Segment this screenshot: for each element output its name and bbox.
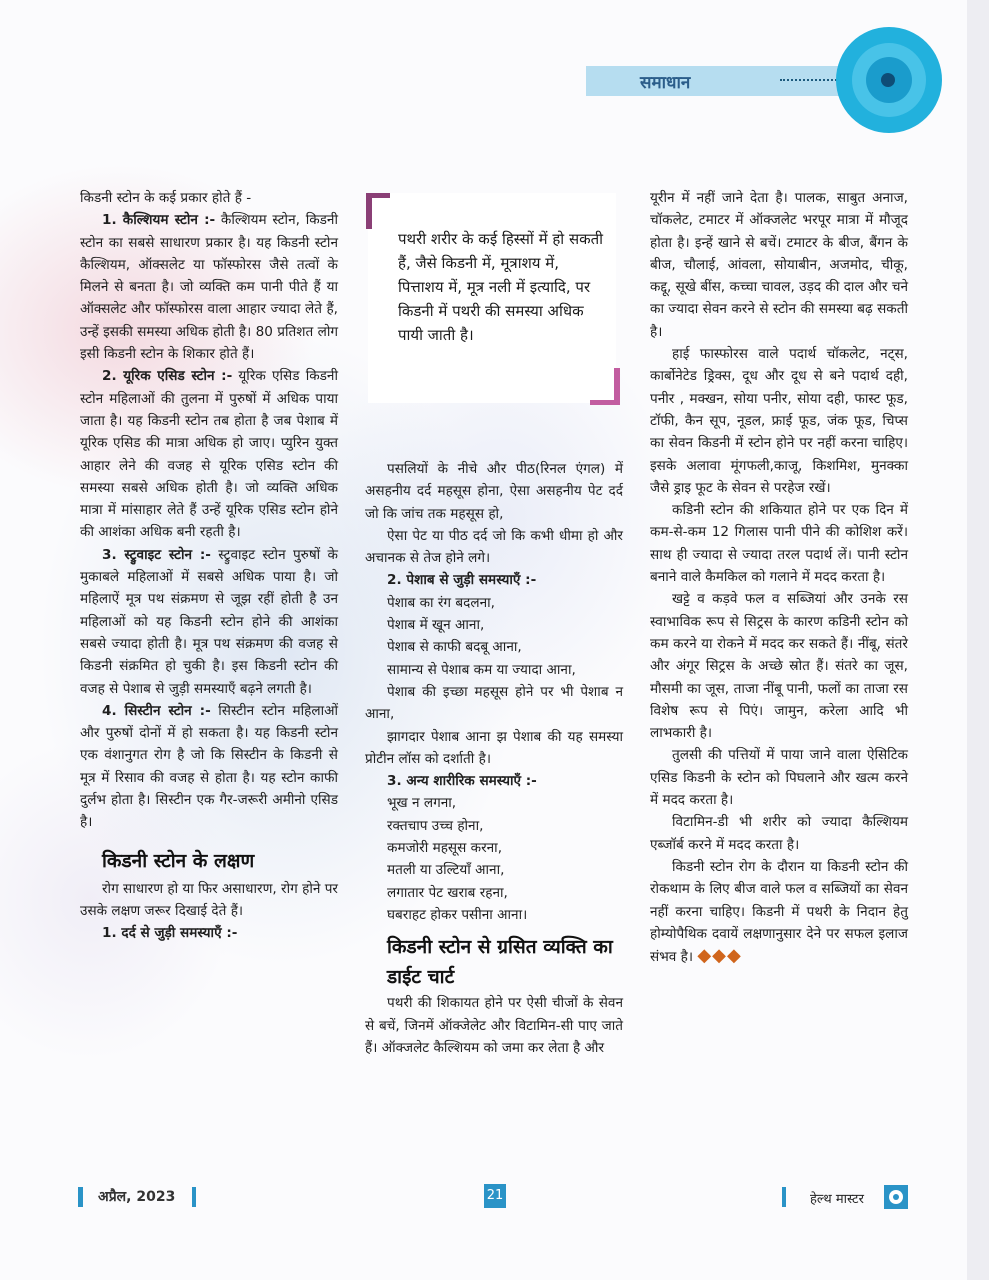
footer-accent-bar [192,1187,196,1207]
header-circle-center [881,73,895,87]
water-paragraph: कडिनी स्टोन की शकियात होने पर एक दिन में कम-से-कम 12 गिलास पानी पीने की कोशिश करें। साथ ही ज्यादा से ज्यादा तरल पदार्थ लें। पानी स्टोन बनाने वाले कैमकिल को गलाने में मदद करता है। [650,502,908,586]
diet-intro-text: पथरी की शिकायत होने पर ऐसी चीजों के सेवन से बचें, जिनमें ऑक्जेलेट और विटामिन-सी पाए जाते हैं। ऑक्जलेट कैल्शियम को जमा कर लेता है और [365,995,623,1056]
list-item: लगातार पेट खराब रहना, [387,884,508,901]
pain-problems-label-paragraph [80,922,338,944]
magazine-name: हेल्थ मास्टर [810,1192,864,1207]
end-ornament-icon: ◆◆◆ [697,945,742,967]
tulsi-paragraph: तुलसी की पत्तियों में पाया जाने वाला ऐसिटिक एसिड किडनी के स्टोन को पिघलाने और खत्म करने में मदद करता है। [650,747,908,809]
other-problems-label: 3. अन्य शारीरिक समस्याएँ :- [387,773,537,790]
list-item: पेशाब का रंग बदलना, [387,594,495,611]
list-item: झागदार पेशाब आना झ पेशाब की यह समस्या प्रोटीन लॉस को दर्शाती है। [365,728,623,767]
calcium-stone-text: कैल्शियम स्टोन, किडनी स्टोन का सबसे साधारण प्रकार है। यह किडनी स्टोन कैल्शियम, ऑक्सलेट या फॉस्फोरस जैसे तत्वों के मिलने से बनता है। जो व्यक्ति कम पानी पीते हैं या ऑक्सलेट और फॉस्फोरस वाला आहार ज्यादा लेते हैं, उन्हें इसकी समस्या अधिक होती है। 80 प्रतिशत लोग इसी किडनी स्टोन के शिकार होते हैं। [80,212,338,363]
pull-quote-text: पथरी शरीर के कई हिस्सों में हो सकती हैं, जैसे किडनी में, मूत्राशय में, पित्ताशय में, मूत्र नली में इत्यादि, पर किडनी में पथरी की समस्या अधिक पायी जाती है। [398,230,604,344]
symptoms-heading: किडनी स्टोन के लक्षण [102,849,255,872]
section-title: समाधान [640,73,691,93]
pain-problems-label: 1. दर्द से जुड़ी समस्याएँ :- [102,925,238,942]
footer-target-icon-center [893,1194,899,1200]
column-right [650,187,908,968]
quote-corner-mark [590,400,620,405]
cystine-paragraph [80,700,338,834]
other-problems-label-paragraph [365,770,623,792]
symptoms-intro: रोग साधारण हो या फिर असाधारण, रोग होने पर उसके लक्षण जरूर दिखाई देते हैं। [80,880,338,919]
quote-corner-mark [366,193,390,198]
phosphorus-paragraph: हाई फास्फोरस वाले पदार्थ चॉकलेट, नट्स, कार्बोनेटेड ड्रिक्स, दूध और दूध से बने पदार्थ दही, पनीर , मक्खन, सोया पनीर, सोया दही, फास्ट फूड, टॉफी, कैन सूप, नूडल, फ्राई फूड, जंक फूड, चिप्स का सेवन किडनी में स्टोन होने पर नहीं करना चाहिए। इसके अलावा मूंगफली,काजू, किशमिश, मुनक्का जैसे ड्राइ फूट के सेवन से परहेज रखें। [650,346,908,496]
vitamin-d-paragraph: विटामिन-डी भी शरीर को ज्यादा कैल्शियम एब्जॉर्ब करने में मदद करता है। [650,814,908,853]
calcium-stone-label: 1. कैल्शियम स्टोन :- [102,212,216,229]
list-item: मतली या उल्टियाँ आना, [387,862,505,879]
quote-corner-mark [366,193,372,229]
list-item: रक्तचाप उच्च होना, [387,817,484,834]
cystine-label: 4. सिस्टीन स्टोन :- [102,702,211,719]
column-left [80,187,338,945]
closing-text: किडनी स्टोन रोग के दौरान या किडनी स्टोन की रोकथाम के लिए बीज वाले फल व सब्जियों का सेवन नहीं करना चाहिए। किडनी में पथरी के निदान हेतु होम्योपैथिक दवायें लक्षणानुसार देने पर सफल इलाज संभव है। [650,858,908,966]
urine-problems-label: 2. पेशाब से जुड़ी समस्याएँ :- [387,572,537,589]
list-item: कमजोरी महसूस करना, [387,840,503,857]
struvite-text: स्ट्रुवाइट स्टोन पुरुषों के मुकाबले महिलाओं में सबसे अधिक पाया है। जो महिलाऐं मूत्र पथ संक्रमण से जूझ रहीं होती है उन महिलाओं को यह किडनी स्टोन होने की आशंका सबसे ज्यादा होती है। मूत्र पथ संक्रमण की वजह से किडनी संक्रमित हो चुकी है। इस किडनी स्टोन की वजह से पेशाब से जुड़ी समस्याएँ बढ़ने लगती है। [80,546,338,697]
footer-accent-bar [782,1187,786,1207]
closing-paragraph [650,856,908,968]
issue-date: अप्रैल, 2023 [98,1189,176,1205]
page-number: 21 [484,1184,506,1208]
cystine-text: सिस्टीन स्टोन महिलाओं और पुरुषों दोनों में हो सकता है। यह किडनी स्टोन एक वंशानुगत रोग है जो कि सिस्टीन के किडनी से मूत्र में रिसाव की वजह से होता है। यह स्टोन काफी दुर्लभ होता है। सिस्टीन एक गैर-जरूरी अमीनो एसिड है। [80,702,338,831]
citrus-paragraph: खट्टे व कड़वे फल व सब्जियां और उनके रस स्वाभाविक रूप से सिट्रस के कारण कडिनी स्टोन को कम करने या रोकने में मदद कर सकते हैं। नींबू, संतरे और अंगूर सिट्रस के अच्छे स्रोत हैं। संतरे का जूस, मौसमी का जूस, ताजा नींबू पानी, फलों का ताजा रस विशेष रूप से पिएं। जामुन, करेला आदि भी लाभकारी है। [650,591,908,742]
oxalate-paragraph: यूरीन में नहीं जाने देता है। पालक, साबुत अनाज, चॉकलेट, टमाटर में ऑक्जलेट भरपूर मात्रा में मौजूद होता है। इन्हें खाने से बचें। टमाटर के बीज, बैंगन के बीज, चौलाई, आंवला, सोयाबीन, अजमोद, चीकू, कद्दू, सूखे बींस, कच्चा चावल, उड़द की दाल और चने का ज्यादा सेवन करने से स्टोन की समस्या बढ़ सकती है। [650,190,908,340]
list-item: सामान्य से पेशाब कम या ज्यादा आना, [387,661,576,678]
struvite-label: 3. स्ट्रुवाइट स्टोन :- [102,546,211,563]
pain-symptom-1: पसलियों के नीचे और पीठ(रिनल एंगल) में असहनीय दर्द महसूस होना, ऐसा असहनीय पेट दर्द जो कि जांच तक महसूस हो, [365,461,623,522]
urine-problems-label-paragraph [365,569,623,591]
page-edge-strip [967,0,989,1280]
list-item: पेशाब से काफी बदबू आना, [387,639,522,656]
struvite-paragraph [80,544,338,700]
column-middle [365,458,623,1059]
uric-acid-text: यूरिक एसिड किडनी स्टोन महिलाओं की तुलना में पुरुषों में अधिक पाया जाता है। यह किडनी स्टोन तब होता है जब पेशाब में यूरिक एसिड की मात्रा अधिक हो जाए। प्युरिन युक्त आहार लेने की वजह से यूरिक एसिड स्टोन की समस्या सबसे अधिक होती है। जो व्यक्ति अधिक मात्रा में मांसाहार लेते हैं उन्हें यूरिक एसिड स्टोन होने की आशंका अधिक बनी रहती है। [80,368,338,541]
list-item: भूख न लगना, [387,795,457,812]
list-item: घबराहट होकर पसीना आना। [387,906,528,923]
pain-symptom-2: ऐसा पेट या पीठ दर्द जो कि कभी धीमा हो और अचानक से तेज होने लगे। [365,527,623,567]
footer-accent-bar [78,1187,83,1207]
list-item: पेशाब में खून आना, [387,617,485,634]
diet-chart-heading: किडनी स्टोन से ग्रसित व्यक्ति का डाईट चार्ट [387,936,613,989]
calcium-stone-paragraph [80,209,338,365]
list-item: पेशाब की इच्छा महसूस होने पर भी पेशाब न आना, [365,683,623,723]
uric-acid-label: 2. यूरिक एसिड स्टोन :- [102,368,233,385]
uric-acid-paragraph [80,365,338,543]
intro-text: किडनी स्टोन के कई प्रकार होते हैं - [80,190,252,206]
